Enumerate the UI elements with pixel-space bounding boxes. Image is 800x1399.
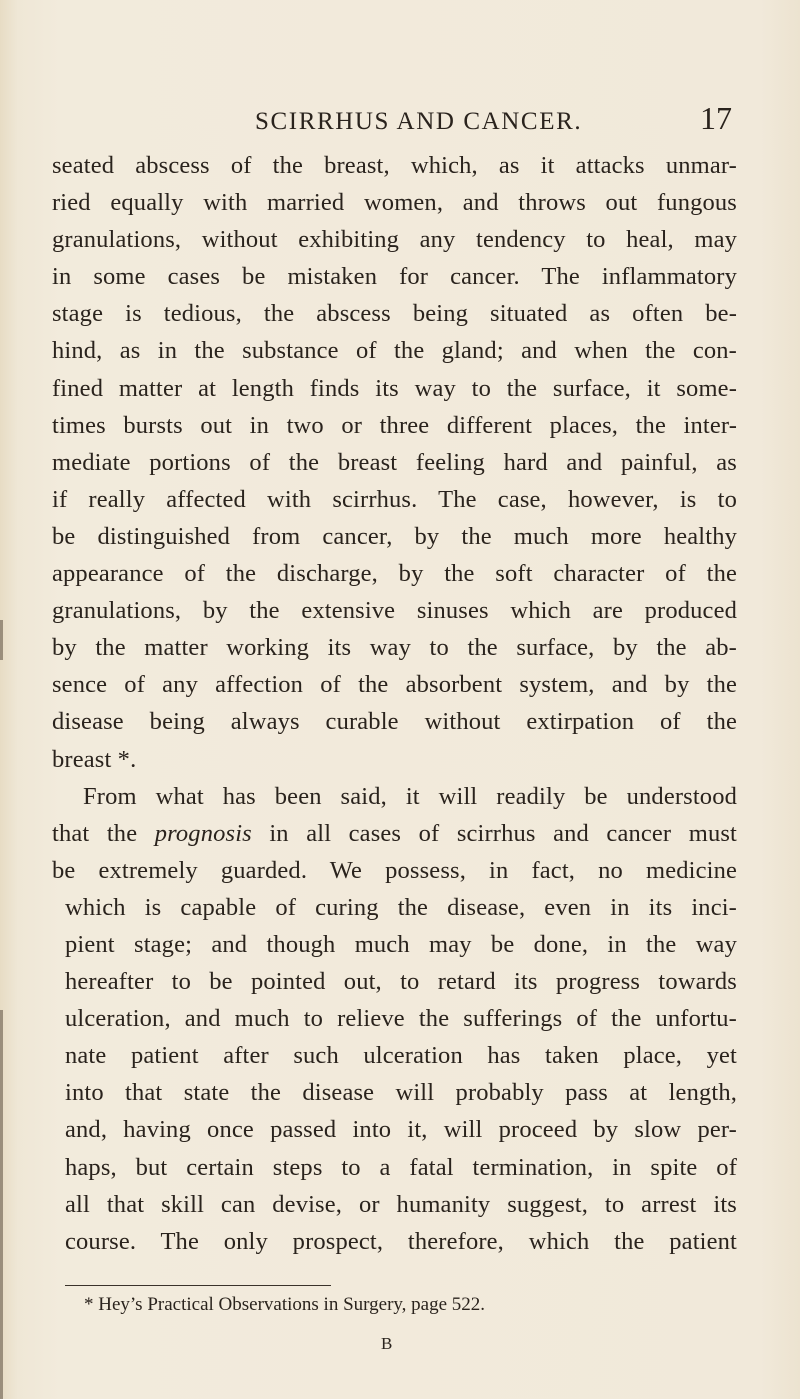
text-line: pient stage; and though much may be done, in the way (65, 930, 737, 958)
text-line: hind, as in the substance of the gland; and when the con- (52, 337, 737, 365)
text-line: sence of any affection of the absorbent system, and by the (52, 671, 737, 699)
footnote-divider (65, 1285, 331, 1286)
text-line: by the matter working its way to the surface, by the ab- (52, 634, 737, 662)
text-line: breast *. (52, 745, 137, 773)
text-line: ulceration, and much to relieve the sufferings of the unfortu- (65, 1005, 737, 1033)
running-title: SCIRRHUS AND CANCER. (255, 108, 583, 135)
text-line: mediate portions of the breast feeling hard and painful, as (52, 448, 737, 476)
text-line: if really affected with scirrhus. The case, however, is to (52, 485, 737, 513)
text-line: granulations, without exhibiting any tendency to heal, may (52, 226, 737, 254)
text-line: haps, but certain steps to a fatal termination, in spite of (65, 1153, 737, 1181)
text-line: seated abscess of the breast, which, as it attacks unmar- (52, 152, 737, 179)
text-line (52, 815, 737, 852)
page-edge-shadow (0, 1010, 3, 1399)
text-line: in some cases be mistaken for cancer. The inflammatory (52, 263, 737, 291)
text-line: times bursts out in two or three different places, the inter- (52, 411, 737, 439)
text-line: into that state the disease will probably pass at length, (65, 1079, 737, 1107)
text-line: fined matter at length finds its way to the surface, it some- (52, 374, 737, 402)
text-line: ried equally with married women, and throws out fungous (52, 189, 737, 217)
text-line: nate patient after such ulceration has taken place, yet (65, 1042, 737, 1070)
page-number: 17 (700, 100, 732, 136)
text-line: course. The only prospect, therefore, which the patient (65, 1227, 737, 1255)
page-edge-shadow (0, 620, 3, 660)
text-line: be extremely guarded. We possess, in fact, no medicine (52, 856, 737, 884)
paragraph-first-line: From what has been said, it will readily be understood (83, 782, 737, 810)
text-line: which is capable of curing the disease, even in its inci- (65, 893, 737, 921)
footnote: * Hey’s Practical Observations in Surgery, page 522. (84, 1294, 486, 1315)
text-run: in all cases of scirrhus and cancer must (251, 819, 737, 847)
main-text (52, 147, 737, 1260)
text-line: be distinguished from cancer, by the much more healthy (52, 522, 737, 550)
text-line: all that skill can devise, or humanity suggest, to arrest its (65, 1190, 737, 1218)
text-run: that the (52, 819, 155, 847)
text-line: appearance of the discharge, by the soft character of the (52, 560, 737, 588)
text-line: disease being always curable without extirpation of the (52, 708, 737, 736)
text-line: stage is tedious, the abscess being situated as often be- (52, 300, 737, 328)
text-line: granulations, by the extensive sinuses which are produced (52, 597, 737, 625)
text-line: and, having once passed into it, will proceed by slow per- (65, 1116, 737, 1144)
italic-term: prognosis (154, 819, 252, 847)
signature-mark: B (381, 1334, 393, 1353)
text-line: hereafter to be pointed out, to retard its progress towards (65, 968, 737, 996)
